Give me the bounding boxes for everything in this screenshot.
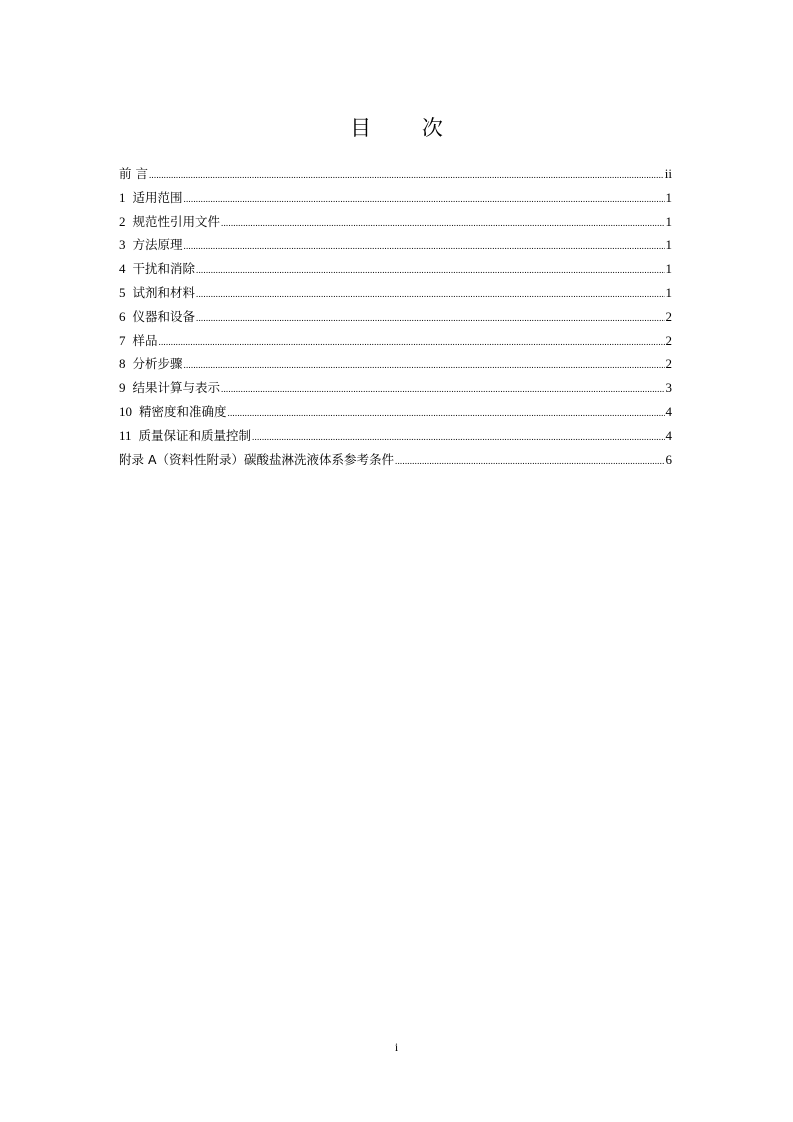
- toc-entry-title: 结果计算与表示: [132, 380, 221, 396]
- toc-entry-page: 3: [665, 380, 672, 396]
- toc-entry-page: 2: [665, 332, 672, 348]
- toc-leader-dots: [252, 426, 664, 450]
- toc-entry-7[interactable]: [119, 329, 672, 353]
- page-title: 目 次: [350, 116, 465, 140]
- toc-entry-page: 1: [665, 261, 672, 277]
- toc-entry-4[interactable]: [119, 257, 672, 281]
- toc-entry-3[interactable]: [119, 233, 672, 257]
- toc-entry-page: 4: [665, 427, 672, 443]
- toc-entry-page: 1: [665, 213, 672, 229]
- toc-entry-page: 4: [665, 403, 672, 419]
- toc-leader-dots: [196, 259, 664, 283]
- toc-entry-5[interactable]: [119, 281, 672, 305]
- toc-entry-page: 6: [665, 451, 672, 467]
- toc-entry-title: 仪器和设备: [132, 308, 196, 324]
- toc-entry-preface[interactable]: [119, 162, 672, 186]
- toc-entry-title: 干扰和消除: [132, 261, 196, 277]
- toc-leader-dots: [184, 235, 665, 259]
- toc-entry-title: 样品: [132, 332, 158, 348]
- toc-entry-1[interactable]: [119, 186, 672, 210]
- toc-entry-number: 9: [119, 380, 126, 396]
- toc-entry-number: 1: [119, 189, 126, 205]
- toc-leader-dots: [184, 354, 665, 378]
- page-number: i: [394, 1040, 399, 1054]
- toc-entry-title: 前 言: [119, 166, 148, 181]
- toc-entry-title: 适用范围: [132, 189, 183, 205]
- toc-entry-2[interactable]: [119, 210, 672, 234]
- toc-leader-dots: [149, 164, 664, 188]
- toc-entry-title: 规范性引用文件: [132, 213, 221, 229]
- toc-entry-10[interactable]: [119, 400, 672, 424]
- toc-entry-number: 5: [119, 284, 126, 300]
- toc-entry-page: 2: [665, 356, 672, 372]
- toc-entry-number: 10: [119, 403, 132, 419]
- toc-entry-number: 8: [119, 356, 126, 372]
- toc-leader-dots: [196, 307, 664, 331]
- toc-leader-dots: [228, 402, 665, 426]
- toc-entry-title: 试剂和材料: [132, 284, 196, 300]
- toc-entry-title: 质量保证和质量控制: [138, 427, 252, 443]
- toc-leader-dots: [221, 212, 664, 236]
- toc-entry-title: 分析步骤: [132, 356, 183, 372]
- toc-entry-8[interactable]: [119, 352, 672, 376]
- toc-entry-page: 1: [665, 284, 672, 300]
- toc-leader-dots: [221, 378, 664, 402]
- toc-entry-page: ii: [664, 166, 672, 181]
- toc-leader-dots: [395, 450, 664, 474]
- toc-entry-number: 3: [119, 237, 126, 253]
- toc-entry-6[interactable]: [119, 305, 672, 329]
- toc-entry-title: 附录 A（资料性附录）碳酸盐淋洗液体系参考条件: [119, 451, 395, 467]
- toc-entry-appendix-a[interactable]: [119, 448, 672, 472]
- toc-leader-dots: [159, 331, 665, 355]
- toc-leader-dots: [184, 188, 665, 212]
- toc-leader-dots: [196, 283, 664, 307]
- toc-entry-9[interactable]: [119, 376, 672, 400]
- toc-entry-title: 精密度和准确度: [139, 403, 227, 419]
- toc-entry-number: 7: [119, 332, 126, 348]
- toc-entry-title: 方法原理: [132, 237, 183, 253]
- table-of-contents: [119, 162, 672, 471]
- toc-entry-page: 2: [665, 308, 672, 324]
- toc-entry-page: 1: [665, 189, 672, 205]
- toc-entry-number: 11: [119, 427, 132, 443]
- toc-entry-page: 1: [665, 237, 672, 253]
- toc-entry-11[interactable]: [119, 424, 672, 448]
- toc-entry-number: 6: [119, 308, 126, 324]
- toc-entry-number: 2: [119, 213, 126, 229]
- toc-entry-number: 4: [119, 261, 126, 277]
